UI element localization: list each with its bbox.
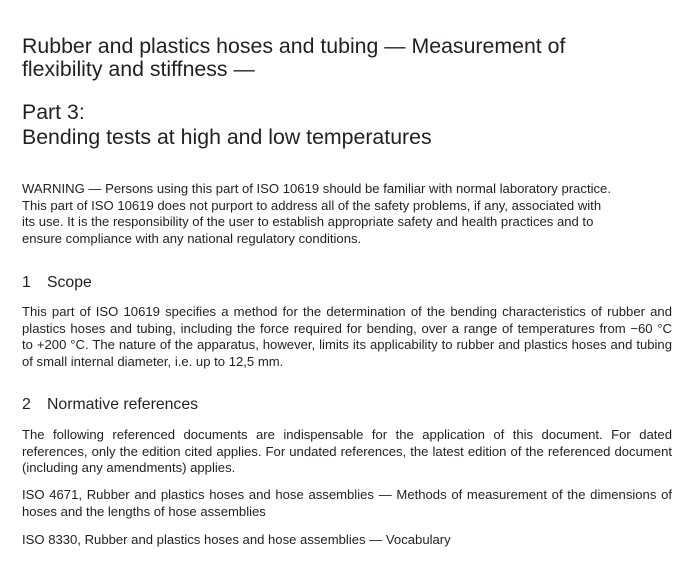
paragraph-line: to +200 °C. The nature of the apparatus, however, limits its applicability to rubber and plastics hoses and tubing [22,337,672,352]
section-number: 1 [22,274,31,291]
paragraph-line: WARNING — Persons using this part of ISO 10619 should be familiar with normal laboratory practice. [22,181,611,196]
reference-iso-4671 [22,487,672,520]
paragraph-line: This part of ISO 10619 does not purport to address all of the safety problems, if any, associated with [22,197,602,213]
paragraph-line: its use. It is the responsibility of the user to establish appropriate safety and health practices and to [22,214,594,229]
document-title [22,35,672,81]
paragraph-line: ensure compliance with any national regulatory conditions. [22,230,362,246]
title-line: Rubber and plastics hoses and tubing — Measurement of [22,34,566,58]
paragraph-line: of small internal diameter, i.e. up to 12,5 mm. [22,353,284,369]
paragraph-line: ISO 8330, Rubber and plastics hoses and hose assemblies — Vocabulary [22,532,451,547]
section-heading-text: Normative references [47,396,199,413]
paragraph-line: The following referenced documents are indispensable for the application of this document. For dated [22,427,672,442]
part-title [22,100,672,150]
paragraph-line: hoses and the lengths of hose assemblies [22,503,266,519]
paragraph-line: references, only the edition cited applies. For undated references, the latest edition of the referenced document [22,443,672,459]
paragraph-line: (including any amendments) applies. [22,460,236,475]
section-number: 2 [22,396,31,413]
title-line: flexibility and stiffness — [22,57,255,81]
paragraph-line: plastics hoses and tubing, including the force required for bending, over a range of temperatures from −60 °C [22,320,672,336]
section-heading-text: Scope [47,274,92,291]
scope-paragraph [22,304,672,370]
part-label: Part 3: [22,100,85,124]
warning-paragraph [22,181,672,247]
paragraph-line: ISO 4671, Rubber and plastics hoses and hose assemblies — Methods of measurement of the dimensions of [22,487,672,502]
section-heading-scope [22,274,672,292]
section-heading-normative-references [22,396,672,414]
part-subtitle: Bending tests at high and low temperatures [22,125,432,149]
reference-iso-8330 [22,532,672,549]
normative-intro-paragraph [22,427,672,477]
paragraph-line: This part of ISO 10619 specifies a method for the determination of the bending characteristics of rubber and [22,304,672,319]
